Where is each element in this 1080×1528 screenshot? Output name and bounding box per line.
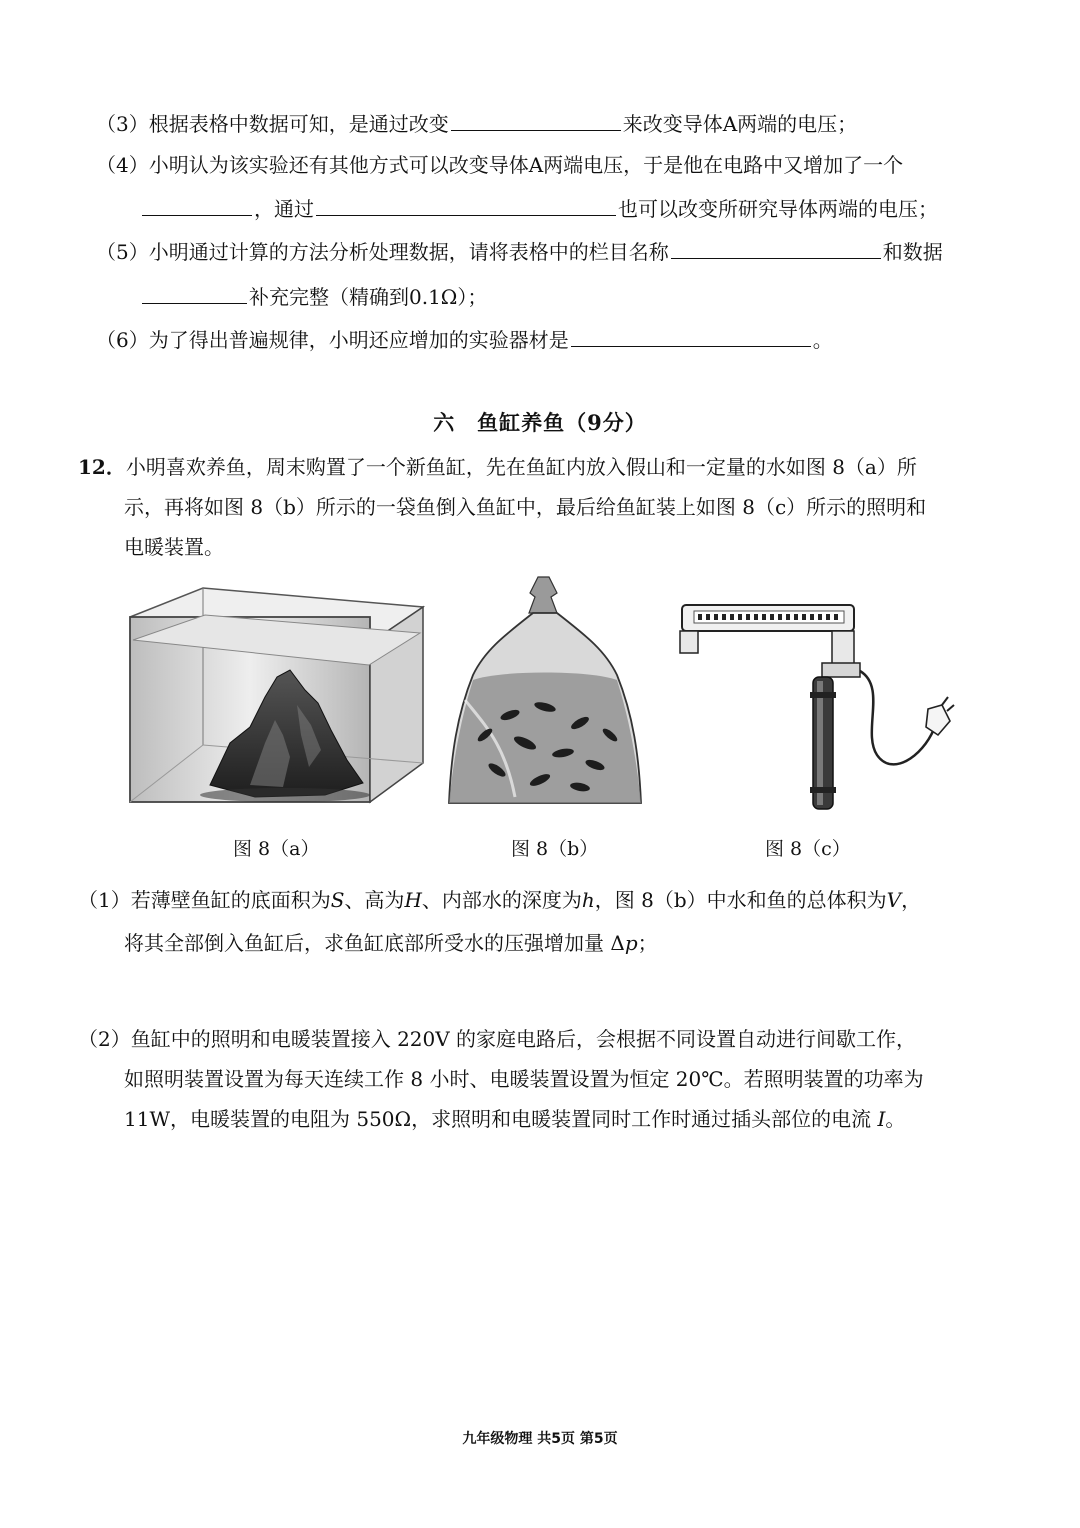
item-3: （3）根据表格中数据可知，是通过改变 来改变导体A两端的电压； xyxy=(96,108,857,139)
q12-stem-line-1: 12．小明喜欢养鱼，周末购置了一个新鱼缸，先在鱼缸内放入假山和一定量的水如图 8（a）所 xyxy=(78,455,917,479)
aquarium-tank-figure xyxy=(125,585,425,815)
q12-part-2-line-3: 11W，电暖装置的电阻为 550Ω，求照明和电暖装置同时工作时通过插头部位的电流 I。 xyxy=(124,1107,906,1131)
item-4-line-2: ，通过 也可以改变所研究导体两端的电压； xyxy=(140,193,938,224)
question-number: 12． xyxy=(78,455,126,479)
item-5-line-2: 补充完整（精确到0.1Ω）； xyxy=(140,281,487,312)
fig-caption-b: 图 8（b） xyxy=(511,838,599,860)
q12-part-1-line-2: 将其全部倒入鱼缸后，求鱼缸底部所受水的压强增加量 Δp； xyxy=(124,931,658,955)
fig-caption-c: 图 8（c） xyxy=(765,838,851,860)
fish-bag-figure xyxy=(445,575,645,815)
q12-stem-line-2: 示，再将如图 8（b）所示的一袋鱼倒入鱼缸中，最后给鱼缸装上如图 8（c）所示的照明和 xyxy=(124,495,927,519)
answer-blank-4a[interactable] xyxy=(142,193,252,216)
item-4-line-1: （4）小明认为该实验还有其他方式可以改变导体A两端电压，于是他在电路中又增加了一个 xyxy=(96,153,904,177)
q12-part-1-line-1: （1）若薄壁鱼缸的底面积为S、高为H、内部水的深度为h，图 8（b）中水和鱼的总体积为V， xyxy=(78,888,922,912)
page-footer: 九年级物理 共5页 第5页 xyxy=(462,1431,618,1447)
answer-blank-5a[interactable] xyxy=(671,236,881,259)
answer-blank-3[interactable] xyxy=(451,108,621,131)
section-title: 六 鱼缸养鱼（9分） xyxy=(433,410,647,435)
q12-part-2-line-2: 如照明装置设置为每天连续工作 8 小时、电暖装置设置为恒定 20℃。若照明装置的功率为 xyxy=(124,1067,924,1091)
answer-blank-4b[interactable] xyxy=(316,193,616,216)
q12-part-2-line-1: （2）鱼缸中的照明和电暖装置接入 220V 的家庭电路后，会根据不同设置自动进行间歇工作， xyxy=(78,1027,917,1051)
light-heater-figure xyxy=(672,597,957,817)
fig-caption-a: 图 8（a） xyxy=(233,838,320,860)
answer-blank-6[interactable] xyxy=(571,324,811,347)
item-5-line-1: （5）小明通过计算的方法分析处理数据，请将表格中的栏目名称 和数据 xyxy=(96,236,943,267)
answer-blank-5b[interactable] xyxy=(142,281,247,304)
item-6: （6）为了得出普遍规律，小明还应增加的实验器材是 。 xyxy=(96,324,833,355)
q12-stem-line-3: 电暖装置。 xyxy=(124,535,224,559)
